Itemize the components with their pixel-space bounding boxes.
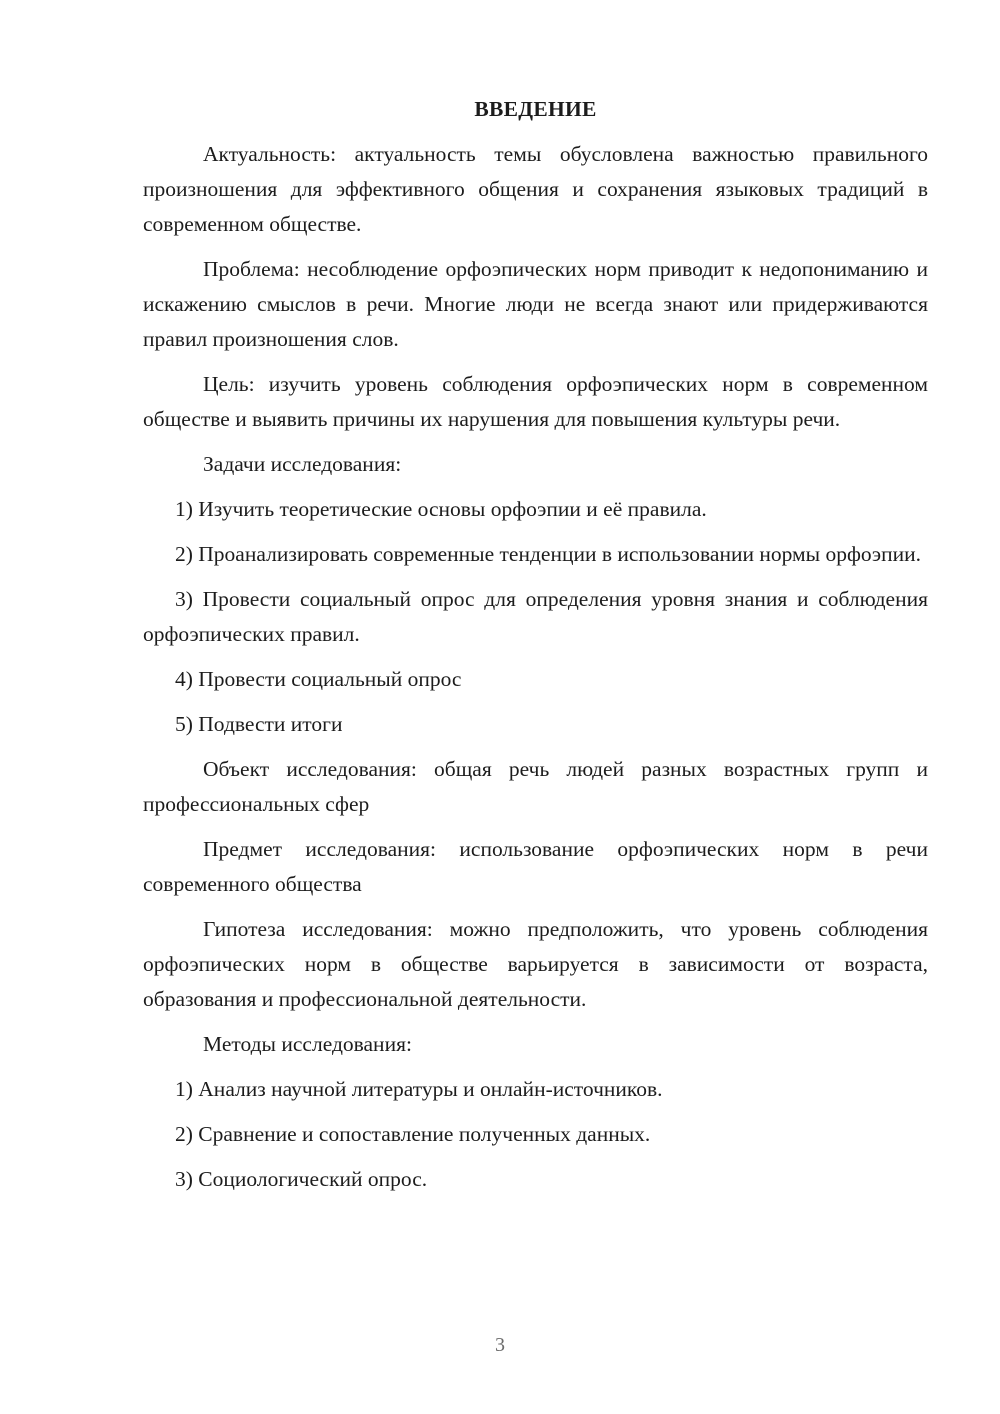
object-paragraph: Объект исследования: общая речь людей разных возрастных групп и профессиональных сфер	[143, 757, 928, 816]
methods-heading: Методы исследования:	[203, 1032, 412, 1056]
hypothesis-paragraph: Гипотеза исследования: можно предположить, что уровень соблюдения орфоэпических норм в обществе варьируется в зависимости от возраста, образования и профессиональной деятельности.	[143, 917, 928, 1011]
document-page	[143, 92, 928, 1207]
task-item: 5) Подвести итоги	[175, 712, 343, 736]
task-item: 3) Провести социальный опрос для определения уровня знания и соблюдения орфоэпических правил.	[143, 587, 928, 646]
method-item: 2) Сравнение и сопоставление полученных данных.	[175, 1122, 651, 1146]
section-title: ВВЕДЕНИЕ	[474, 97, 597, 121]
page-number: 3	[495, 1334, 505, 1356]
task-item: 2) Проанализировать современные тенденции в использовании нормы орфоэпии.	[175, 542, 922, 566]
task-item: 4) Провести социальный опрос	[175, 667, 462, 691]
subject-paragraph: Предмет исследования: использование орфоэпических норм в речи современного общества	[143, 837, 928, 896]
task-item: 1) Изучить теоретические основы орфоэпии и её правила.	[175, 497, 707, 521]
relevance-paragraph: Актуальность: актуальность темы обусловлена важностью правильного произношения для эффективного общения и сохранения языковых традиций в современном обществе.	[143, 142, 928, 236]
problem-paragraph: Проблема: несоблюдение орфоэпических норм приводит к недопониманию и искажению смыслов в речи. Многие люди не всегда знают или придерживаются правил произношения слов.	[143, 257, 928, 351]
method-item: 1) Анализ научной литературы и онлайн-источников.	[175, 1077, 663, 1101]
tasks-heading: Задачи исследования:	[203, 452, 402, 476]
method-item: 3) Социологический опрос.	[175, 1167, 428, 1191]
goal-paragraph: Цель: изучить уровень соблюдения орфоэпических норм в современном обществе и выявить причины их нарушения для повышения культуры речи.	[143, 372, 928, 431]
